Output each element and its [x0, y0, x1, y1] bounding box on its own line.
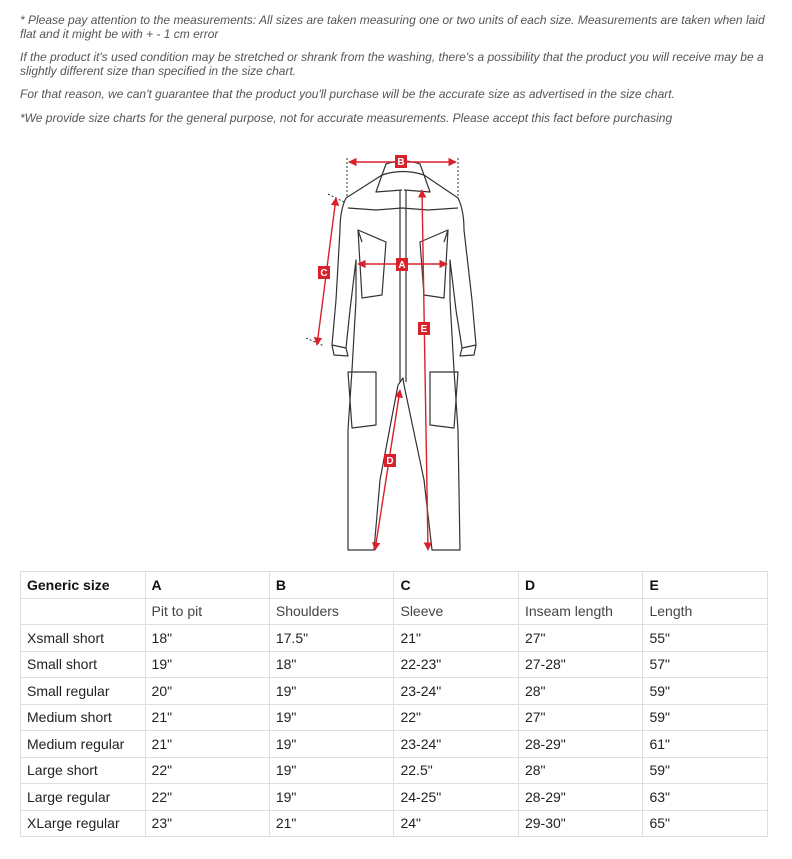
- measurement-cell: 59": [643, 757, 768, 784]
- table-row: [21, 704, 768, 731]
- measurement-cell: 21": [394, 625, 518, 652]
- measurement-cell: 23-24": [394, 678, 518, 705]
- header-cell: C: [394, 572, 518, 599]
- measurement-cell: 24-25": [394, 784, 518, 811]
- measurement-cell: 23-24": [394, 731, 518, 758]
- subheader-cell: Shoulders: [269, 598, 394, 625]
- measurement-cell: 28": [518, 757, 643, 784]
- measurement-cell: 19": [269, 731, 394, 758]
- measurement-cell: 19": [269, 784, 394, 811]
- coverall-measurement-diagram: [300, 150, 500, 560]
- note-no-guarantee: For that reason, we can't guarantee that the product you'll purchase will be the accurate size as advertised in the size chart.: [20, 87, 675, 101]
- measurement-cell: 57": [643, 651, 768, 678]
- measurement-cell: 23": [145, 810, 269, 837]
- measurement-cell: 19": [269, 678, 394, 705]
- header-cell: D: [518, 572, 643, 599]
- size-notes: [20, 14, 772, 135]
- table-row: [21, 678, 768, 705]
- measurement-cell: 27": [518, 625, 643, 652]
- label-b: [395, 155, 407, 168]
- measurement-cell: 29-30": [518, 810, 643, 837]
- label-a: [396, 258, 408, 271]
- subheader-cell: Pit to pit: [145, 598, 269, 625]
- measurement-cell: 27-28": [518, 651, 643, 678]
- measurement-cell: 22.5": [394, 757, 518, 784]
- coverall-outline: [332, 161, 476, 550]
- measurement-cell: 22": [145, 784, 269, 811]
- label-e: [418, 322, 430, 335]
- svg-text:E: E: [420, 324, 428, 335]
- table-row: [21, 651, 768, 678]
- table-row: [21, 784, 768, 811]
- measurement-cell: 19": [269, 757, 394, 784]
- label-d: [384, 454, 396, 467]
- note-measurements: * Please pay attention to the measurements: All sizes are taken measuring one or two units of each size. Measurements are taken when laid flat and it might be with + - 1 cm error: [20, 13, 765, 41]
- subheader-cell: Inseam length: [518, 598, 643, 625]
- size-name-cell: Xsmall short: [21, 625, 146, 652]
- table-row: [21, 757, 768, 784]
- measurement-cell: 18": [269, 651, 394, 678]
- measurement-cell: 55": [643, 625, 768, 652]
- measurement-cell: 63": [643, 784, 768, 811]
- subheader-cell: Sleeve: [394, 598, 518, 625]
- measurement-cell: 27": [518, 704, 643, 731]
- table-subheader-row: [21, 598, 768, 625]
- measurement-cell: 19": [269, 704, 394, 731]
- measurement-cell: 21": [145, 704, 269, 731]
- measurement-cell: 17.5": [269, 625, 394, 652]
- measurement-cell: 28-29": [518, 731, 643, 758]
- measurement-cell: 20": [145, 678, 269, 705]
- table-row: [21, 810, 768, 837]
- size-chart-table: [20, 571, 768, 837]
- measurement-cell: 59": [643, 678, 768, 705]
- header-cell: A: [145, 572, 269, 599]
- measurement-cell: 59": [643, 704, 768, 731]
- measurement-cell: 21": [145, 731, 269, 758]
- measurement-cell: 22": [145, 757, 269, 784]
- measurement-cell: 19": [145, 651, 269, 678]
- size-name-cell: XLarge regular: [21, 810, 146, 837]
- note-used-condition: If the product it's used condition may be stretched or shrank from the washing, there's a possibility that the product you will receive may be a slightly different size than specified in the size chart.: [20, 50, 764, 78]
- coverall-garment-icon: [300, 150, 500, 560]
- size-name-cell: Small regular: [21, 678, 146, 705]
- svg-text:C: C: [320, 268, 328, 279]
- measurement-cell: 28-29": [518, 784, 643, 811]
- svg-text:A: A: [398, 260, 406, 271]
- table-row: [21, 625, 768, 652]
- measurement-arrows: [317, 162, 456, 550]
- measurement-cell: 21": [269, 810, 394, 837]
- subheader-cell: [21, 598, 146, 625]
- label-c: [318, 266, 330, 279]
- measurement-cell: 24": [394, 810, 518, 837]
- table-header-row: [21, 572, 768, 599]
- measurement-cell: 18": [145, 625, 269, 652]
- header-cell: E: [643, 572, 768, 599]
- header-cell: B: [269, 572, 394, 599]
- header-cell: Generic size: [21, 572, 146, 599]
- size-name-cell: Large regular: [21, 784, 146, 811]
- svg-text:D: D: [386, 456, 394, 467]
- svg-text:B: B: [397, 157, 405, 168]
- subheader-cell: Length: [643, 598, 768, 625]
- measurement-cell: 61": [643, 731, 768, 758]
- note-general-purpose: *We provide size charts for the general purpose, not for accurate measurements. Please accept this fact before purchasing: [20, 110, 673, 125]
- size-name-cell: Small short: [21, 651, 146, 678]
- size-name-cell: Medium regular: [21, 731, 146, 758]
- measurement-cell: 65": [643, 810, 768, 837]
- measurement-cell: 28": [518, 678, 643, 705]
- size-name-cell: Large short: [21, 757, 146, 784]
- measurement-cell: 22": [394, 704, 518, 731]
- table-row: [21, 731, 768, 758]
- size-name-cell: Medium short: [21, 704, 146, 731]
- measurement-cell: 22-23": [394, 651, 518, 678]
